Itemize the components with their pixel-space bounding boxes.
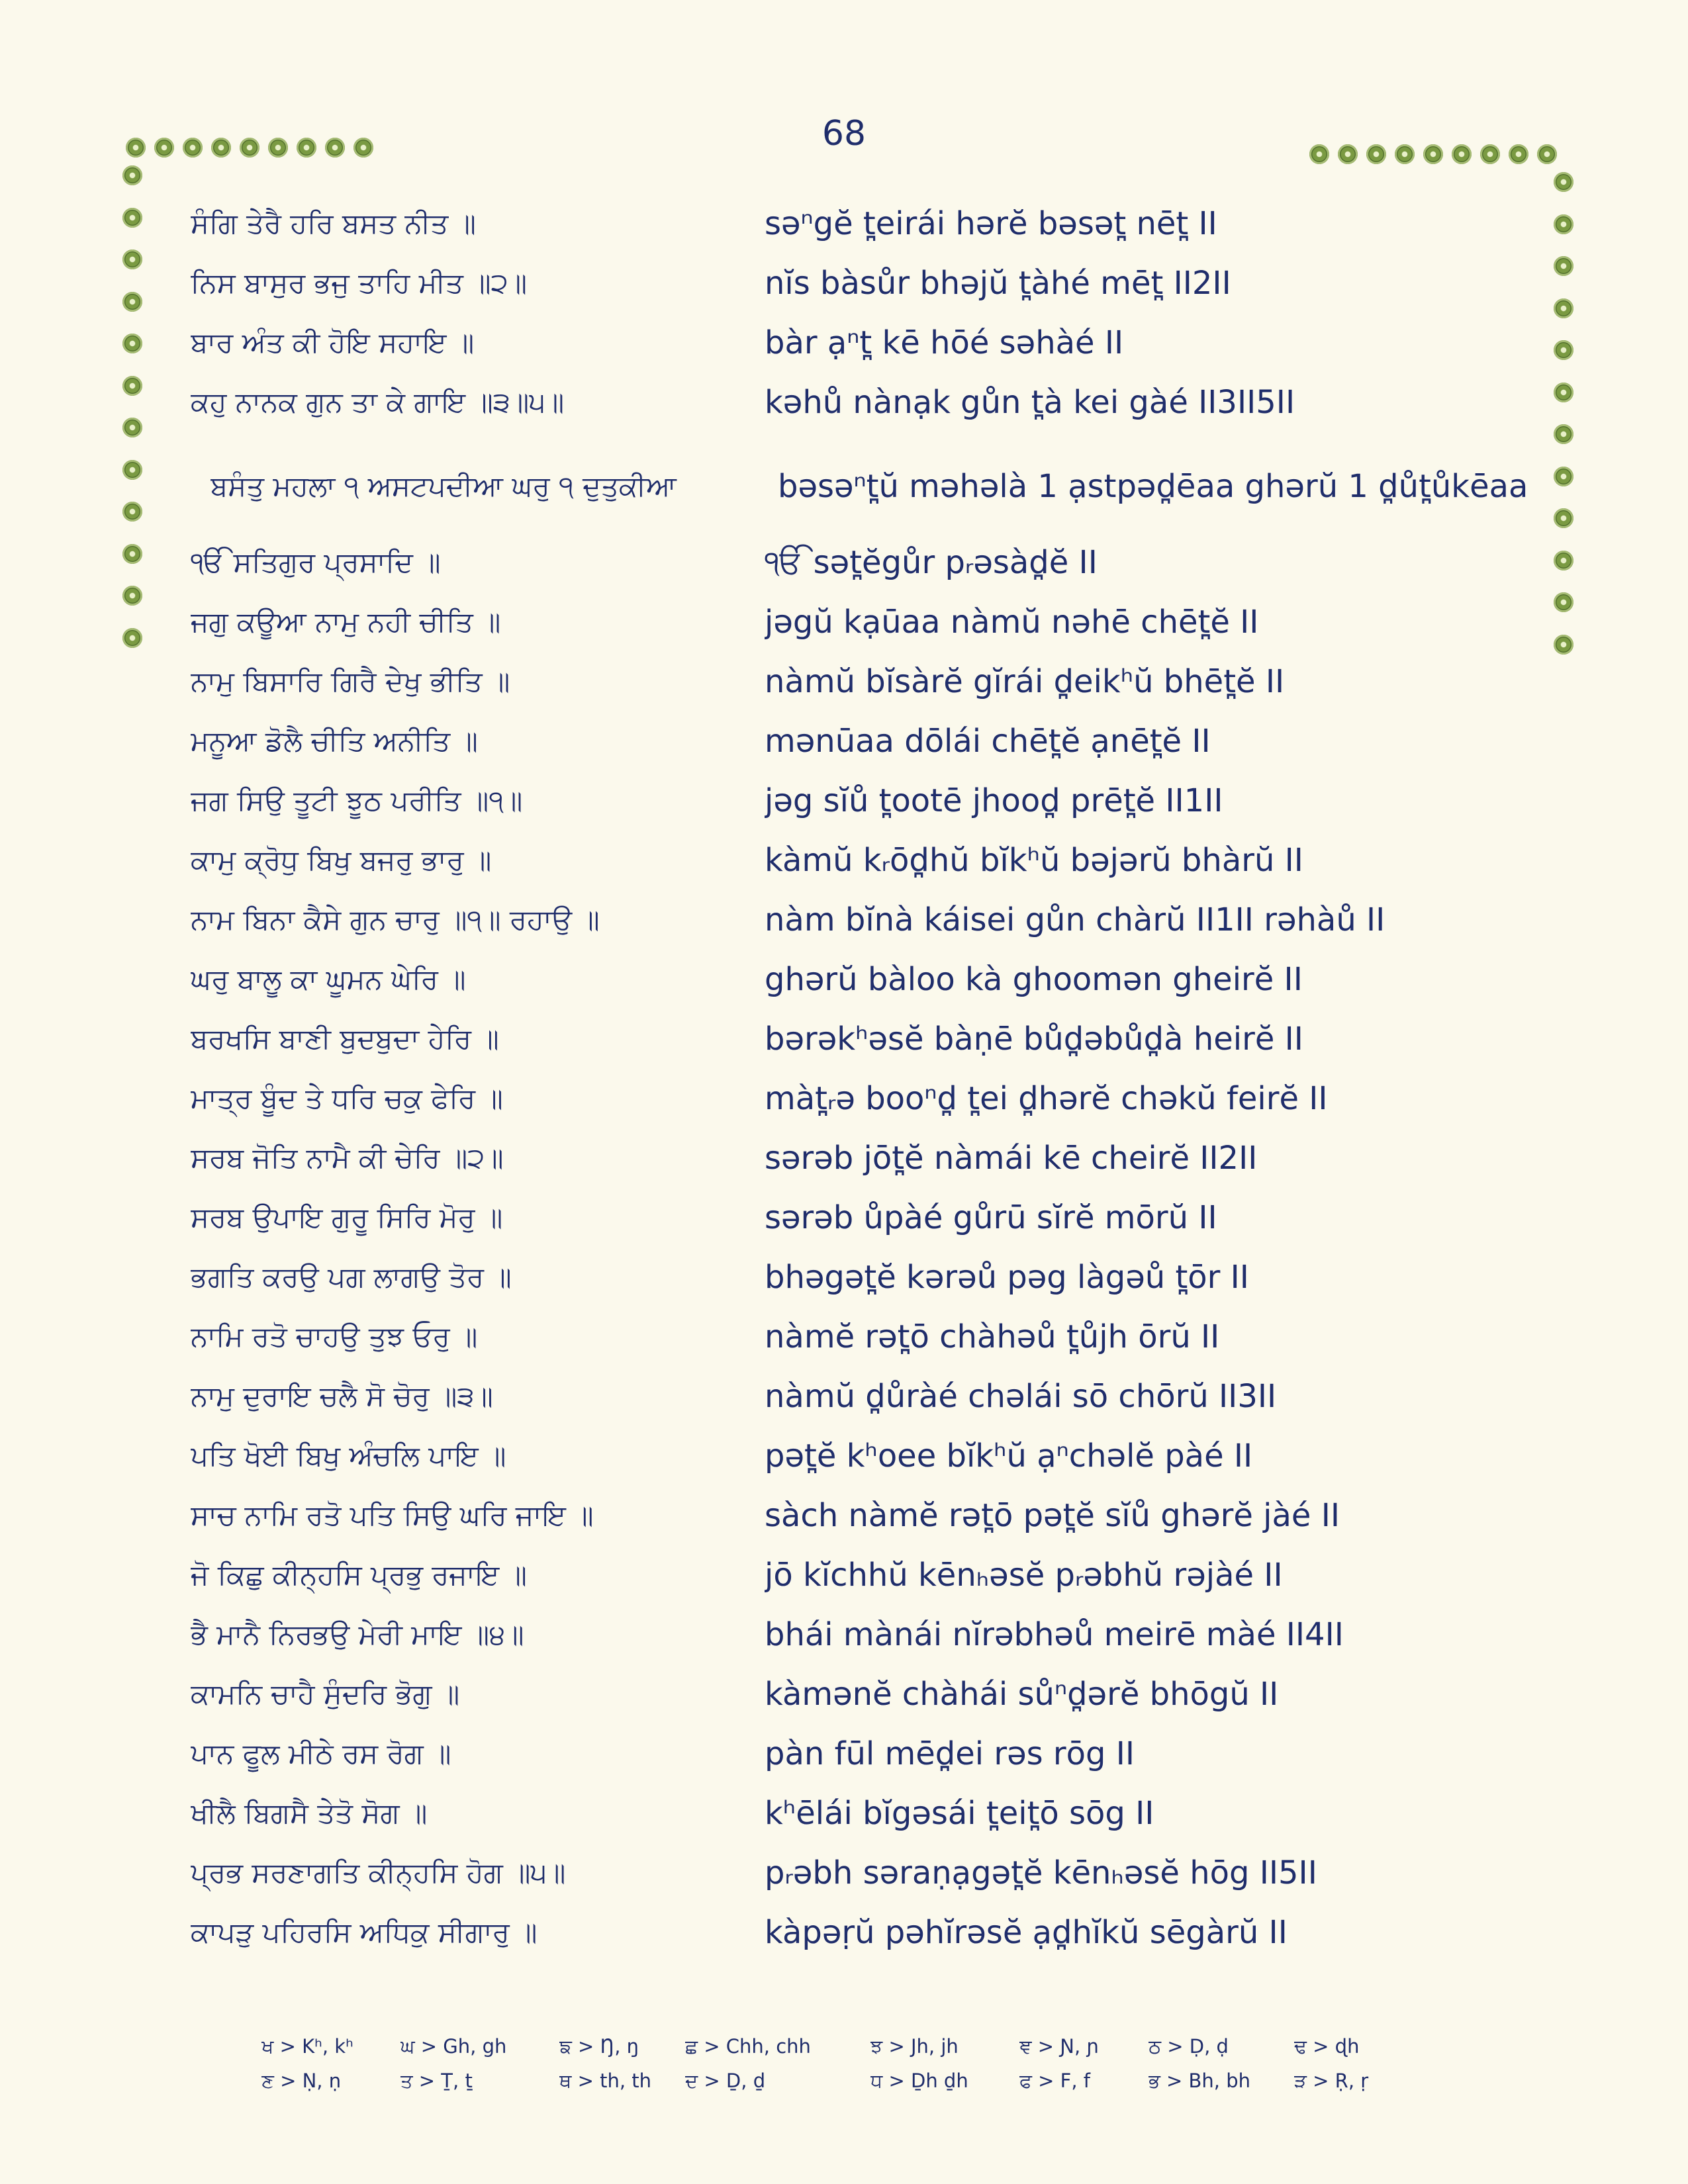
- transliteration-text: sərəb jōt̪ĕ nàmái kē cheirĕ II2II: [765, 1140, 1258, 1177]
- transliteration-text: pət̪ĕ kʰoee bĭkʰŭ ạⁿchəlĕ pàé II: [765, 1437, 1253, 1475]
- gurmukhi-text: ਜਗ ਸਿਉ ਤੂਟੀ ਝੂਠ ਪਰੀਤਿ ॥੧॥: [191, 784, 523, 817]
- gurmukhi-text: ਪਾਨ ਫੂਲ ਮੀਠੇ ਰਸ ਰੋਗ ॥: [191, 1737, 451, 1770]
- transliteration-text: səⁿgĕ t̪eirái hərĕ bəsət̪ nēt̪ II: [765, 205, 1217, 242]
- transliteration-text: bərəkʰəsĕ bàṇē bůd̪əbůd̪à heirĕ II: [765, 1021, 1303, 1058]
- verse-row: [0, 1132, 1688, 1185]
- verse-row: [0, 1608, 1688, 1661]
- gurmukhi-text: ਸੰਗਿ ਤੇਰੈ ਹਰਿ ਬਸਤ ਨੀਤ ॥: [191, 207, 476, 240]
- verse-row: [0, 1906, 1688, 1959]
- transliteration-text: mənūaa dōlái chēt̪ĕ ạnēt̪ĕ II: [765, 723, 1211, 760]
- gurmukhi-text: ਨਿਸ ਬਾਸੁਰ ਭਜੁ ਤਾਹਿ ਮੀਤ ॥੨॥: [191, 267, 528, 299]
- gurmukhi-text: ਕਾਪੜੁ ਪਹਿਰਸਿ ਅਧਿਕੁ ਸੀਗਾਰੁ ॥: [191, 1916, 538, 1948]
- verse-row: [0, 1727, 1688, 1780]
- gurmukhi-text: ਕਹੁ ਨਾਨਕ ਗੁਨ ਤਾ ਕੇ ਗਾਇ ॥੩॥੫॥: [191, 386, 565, 418]
- transliteration-text: bhəgət̪ĕ kərəů pəg làgəů t̪ōr II: [765, 1259, 1249, 1296]
- verse-row: [0, 536, 1688, 589]
- legend-entry: ੜ > Ṛ, ṛ: [1294, 2070, 1369, 2092]
- gurmukhi-text: ਖੀਲੈ ਬਿਗਸੈ ਤੇਤੋ ਸੋਗ ॥: [191, 1797, 428, 1829]
- transliteration-text: kàmŭ kᵣōd̪hŭ bĭkʰŭ bəjərŭ bhàrŭ II: [765, 842, 1303, 879]
- verse-row: [0, 834, 1688, 887]
- verse-row: [0, 257, 1688, 310]
- legend-entry: ਛ > Chh, chh: [685, 2035, 811, 2058]
- gurmukhi-text: ਸਰਬ ਜੋਤਿ ਨਾਮੈ ਕੀ ਚੇਰਿ ॥੨॥: [191, 1142, 504, 1174]
- gurmukhi-text: ਪ੍ਰਭ ਸਰਣਾਗਤਿ ਕੀਨ੍ਹਸਿ ਹੋਗ ॥੫॥: [191, 1856, 566, 1889]
- legend-entry: ਢ > ɖh: [1294, 2035, 1360, 2058]
- transliteration-text: nàmŭ d̪ůràé chəlái sō chōrŭ II3II: [765, 1378, 1277, 1415]
- verse-row: [0, 1191, 1688, 1244]
- transliteration-text: nàmŭ bĭsàrĕ gĭrái d̪eikʰŭ bhēt̪ĕ II: [765, 663, 1285, 700]
- verse-row: [0, 376, 1688, 429]
- transliteration-text: nàm bĭnà káisei gůn chàrŭ II1II rəhàů II: [765, 901, 1385, 938]
- gurmukhi-text: ਕਾਮਨਿ ਚਾਹੈ ਸੁੰਦਰਿ ਭੋਗੁ ॥: [191, 1678, 460, 1710]
- gurmukhi-text: ਸਰਬ ਉਪਾਇ ਗੁਰੂ ਸਿਰਿ ਮੋਰੁ ॥: [191, 1201, 503, 1234]
- transliteration-legend: [261, 2035, 1453, 2115]
- gurmukhi-text: ਜੋ ਕਿਛੁ ਕੀਨ੍ਹਸਿ ਪ੍ਰਭੁ ਰਜਾਇ ॥: [191, 1559, 527, 1591]
- legend-entry: ਖ > Kʰ, kʰ: [261, 2035, 353, 2058]
- verse-row: [0, 893, 1688, 946]
- legend-entry: ਘ > Gh, gh: [400, 2035, 507, 2058]
- legend-entry: ਫ > F, f: [1019, 2070, 1090, 2092]
- gurmukhi-text: ਭਗਤਿ ਕਰਉ ਪਗ ਲਾਗਉ ਤੋਰ ॥: [191, 1261, 512, 1293]
- verse-row: [0, 1549, 1688, 1602]
- legend-entry: ਧ > Ḏh ḏh: [870, 2070, 968, 2092]
- verse-row: [0, 715, 1688, 768]
- transliteration-text: kʰēlái bĭgəsái t̪eit̪ō sōg II: [765, 1795, 1154, 1832]
- transliteration-text: ghərŭ bàloo kà ghoomən gheirĕ II: [765, 961, 1303, 998]
- gurmukhi-text: ਭੈ ਮਾਨੈ ਨਿਰਭਉ ਮੇਰੀ ਮਾਇ ॥੪॥: [191, 1618, 524, 1651]
- verse-row: [0, 774, 1688, 827]
- section-heading-row: [0, 460, 1688, 513]
- transliteration-text: jəgŭ kạūaa nàmŭ nəhē chēt̪ĕ II: [765, 604, 1259, 641]
- transliteration-text: pàn fūl mēd̪ei rəs rōg II: [765, 1735, 1135, 1772]
- gurmukhi-text: ਨਾਮੁ ਦੁਰਾਇ ਚਲੈ ਸੋ ਚੋਰੁ ॥੩॥: [191, 1380, 493, 1412]
- verse-row: [0, 197, 1688, 250]
- verse-row: [0, 1013, 1688, 1066]
- verse-row: [0, 1072, 1688, 1125]
- transliteration-text: pᵣəbh səraṇạgət̪ĕ kēnₕəsĕ hōg II5II: [765, 1854, 1317, 1891]
- verse-row: [0, 1787, 1688, 1840]
- transliteration-text: kəhů nànạk gůn t̪à kei gàé II3II5II: [765, 384, 1295, 421]
- verse-row: [0, 1370, 1688, 1423]
- gurmukhi-text: ਜਗੁ ਕਊਆ ਨਾਮੁ ਨਹੀ ਚੀਤਿ ॥: [191, 606, 501, 638]
- transliteration-text: sàch nàmĕ rət̪ō pət̪ĕ sĭů ghərĕ jàé II: [765, 1497, 1340, 1534]
- transliteration-text: jəg sĭů t̪ootē jhood̪ prēt̪ĕ II1II: [765, 782, 1223, 819]
- gurmukhi-text: ਸਾਚ ਨਾਮਿ ਰਤੋ ਪਤਿ ਸਿਉ ਘਰਿ ਜਾਇ ॥: [191, 1499, 594, 1531]
- verse-row: [0, 1251, 1688, 1304]
- gurmukhi-text: ਨਾਮ ਬਿਨਾ ਕੈਸੇ ਗੁਨ ਚਾਰੁ ॥੧॥ ਰਹਾਉ ॥: [191, 903, 600, 936]
- transliteration-text: nàmĕ rət̪ō chàhəů t̪ůjh ōrŭ II: [765, 1318, 1220, 1355]
- verse-row: [0, 596, 1688, 649]
- transliteration-text: jō kĭchhŭ kēnₕəsĕ pᵣəbhŭ rəjàé II: [765, 1557, 1283, 1594]
- gurmukhi-text: ਨਾਮੁ ਬਿਸਾਰਿ ਗਿਰੈ ਦੇਖੁ ਭੀਤਿ ॥: [191, 665, 510, 698]
- legend-entry: ਤ > Ṯ, ṯ: [400, 2070, 473, 2092]
- transliteration-text: sərəb ůpàé gůrū sĭrĕ mōrŭ II: [765, 1199, 1217, 1236]
- transliteration-text: bəsəⁿt̪ŭ məhəlà 1 ạstpəd̪ēaa ghərŭ 1 d̪ůt̪ůkēaa: [778, 468, 1528, 505]
- transliteration-text: kàmənĕ chàhái sůⁿd̪ərĕ bhōgŭ II: [765, 1676, 1279, 1713]
- gurmukhi-text: ਘਰੁ ਬਾਲੂ ਕਾ ਘੂਮਨ ਘੇਰਿ ॥: [191, 963, 466, 995]
- transliteration-text: ੴ sət̪ĕgůr pᵣəsàd̪ĕ II: [765, 544, 1098, 581]
- legend-entry: ਞ > Ɲ, ɲ: [1019, 2035, 1100, 2058]
- gurmukhi-text: ੴ ਸਤਿਗੁਰ ਪ੍ਰਸਾਦਿ ॥: [191, 546, 441, 578]
- gurmukhi-text: ਬਸੰਤੁ ਮਹਲਾ ੧ ਅਸਟਪਦੀਆ ਘਰੁ ੧ ਦੁਤੁਕੀਆ: [211, 470, 677, 502]
- legend-entry: ਣ > Ṇ, ṇ: [261, 2070, 342, 2092]
- verse-row: [0, 953, 1688, 1006]
- verse-row: [0, 1310, 1688, 1363]
- transliteration-text: kàpəṛŭ pəhĭrəsĕ ạd̪hĭkŭ sēgàrŭ II: [765, 1914, 1288, 1951]
- legend-entry: ਥ > th, th: [559, 2070, 652, 2092]
- gurmukhi-text: ਬਾਰ ਅੰਤ ਕੀ ਹੋਇ ਸਹਾਇ ॥: [191, 326, 475, 359]
- legend-entry: ਦ > Ḏ, ḏ: [685, 2070, 766, 2092]
- gurmukhi-text: ਮਾਤ੍ਰ ਬੂੰਦ ਤੇ ਧਰਿ ਚਕੁ ਫੇਰਿ ॥: [191, 1082, 503, 1115]
- legend-entry: ਭ > Bh, bh: [1149, 2070, 1251, 2092]
- transliteration-text: bàr ạⁿt̪ kē hōé səhàé II: [765, 324, 1124, 361]
- transliteration-text: bhái mànái nĭrəbhəů meirē màé II4II: [765, 1616, 1344, 1653]
- gurmukhi-text: ਬਰਖਸਿ ਬਾਣੀ ਬੁਦਬੁਦਾ ਹੇਰਿ ॥: [191, 1023, 499, 1055]
- transliteration-text: màt̪ᵣə booⁿd̪ t̪ei d̪hərĕ chəkŭ feirĕ II: [765, 1080, 1328, 1117]
- legend-entry: ਝ > Jh, jh: [870, 2035, 959, 2058]
- gurmukhi-text: ਪਤਿ ਖੋਈ ਬਿਖੁ ਅੰਚਲਿ ਪਾਇ ॥: [191, 1439, 506, 1472]
- verse-row: [0, 1668, 1688, 1721]
- gurmukhi-text: ਕਾਮੁ ਕ੍ਰੋਧੁ ਬਿਖੁ ਬਜਰੁ ਭਾਰੁ ॥: [191, 844, 492, 876]
- legend-entry: ਙ > Ŋ, ŋ: [559, 2035, 639, 2058]
- verse-row: [0, 1846, 1688, 1899]
- legend-entry: ਠ > Ḍ, ḍ: [1149, 2035, 1229, 2058]
- transliteration-text: nĭs bàsůr bhəjŭ t̪àhé mēt̪ II2II: [765, 265, 1231, 302]
- verse-row: [0, 1489, 1688, 1542]
- verse-row: [0, 1430, 1688, 1482]
- gurmukhi-text: ਨਾਮਿ ਰਤੋ ਚਾਹਉ ਤੁਝ ਓਰੁ ॥: [191, 1320, 478, 1353]
- verse-row: [0, 655, 1688, 708]
- verse-row: [0, 316, 1688, 369]
- gurmukhi-text: ਮਨੂਆ ਡੋਲੈ ਚੀਤਿ ਅਨੀਤਿ ॥: [191, 725, 478, 757]
- page-number: 68: [821, 114, 867, 154]
